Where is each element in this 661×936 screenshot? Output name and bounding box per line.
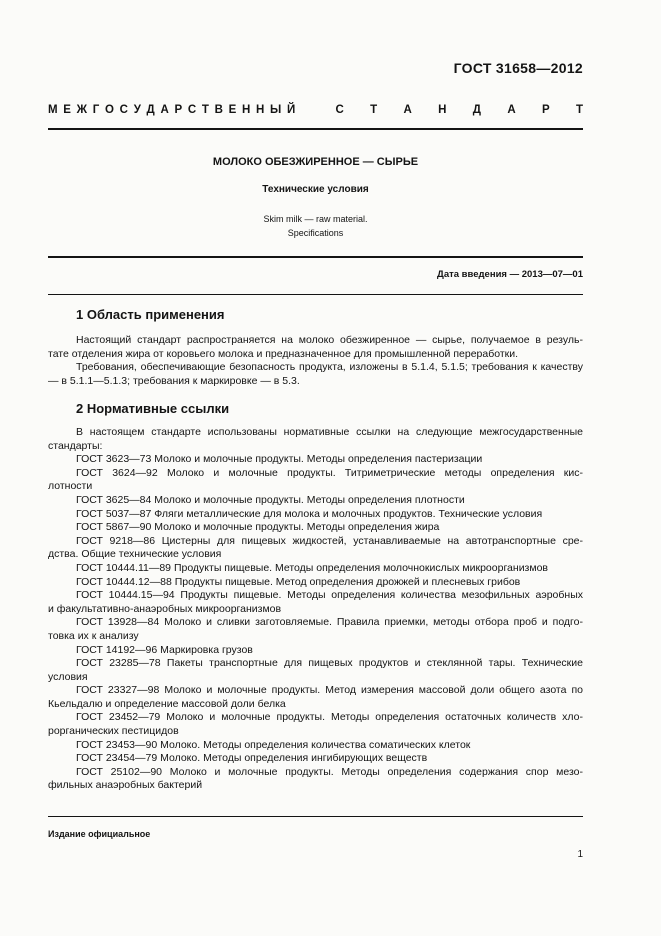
- text-line: условия: [48, 670, 88, 683]
- standard-type-letter: Е: [63, 104, 71, 116]
- text-line: Настоящий стандарт распространяется на молоко обезжиренное — сырье, получаемое в резуль-: [76, 334, 583, 346]
- date-divider: [48, 294, 583, 295]
- text-line: ГОСТ 25102—90 Молоко и молочные продукты. Методы определения содержания спор мезо-: [76, 765, 583, 778]
- section-body-references: [48, 426, 583, 793]
- standard-type-letter: Д: [472, 104, 481, 116]
- text-line: ГОСТ 3623—73 Молоко и молочные продукты. Методы определения пастеризации: [76, 453, 483, 466]
- text-line: ГОСТ 23327—98 Молоко и молочные продукты. Метод измерения массовой доли общего азота по: [76, 684, 583, 697]
- standard-type-letter: С: [119, 104, 128, 116]
- standard-type-letter: Н: [438, 104, 447, 116]
- standard-type-letter: Т: [575, 104, 583, 116]
- section-heading-scope: 1 Область применения: [76, 307, 225, 322]
- text-line: ГОСТ 3625—84 Молоко и молочные продукты. Методы определения плотности: [76, 493, 465, 506]
- section-body-scope: [48, 334, 583, 388]
- document-title: МОЛОКО ОБЕЗЖИРЕННОЕ — СЫРЬЕ: [212, 156, 419, 168]
- effective-date: Дата введения — 2013—07—01: [437, 269, 583, 280]
- document-subtitle: Технические условия: [262, 184, 369, 195]
- standard-type-letter: Т: [201, 104, 209, 116]
- standard-type-letter: А: [160, 104, 169, 116]
- text-line: ГОСТ 23452—79 Молоко и молочные продукты. Методы определения остаточных количеств хло-: [76, 711, 583, 724]
- text-line: лотности: [48, 480, 93, 493]
- text-line: ГОСТ 5037—87 Фляги металлические для молока и молочных продуктов. Технические условия: [76, 507, 543, 520]
- standard-type-letter: А: [507, 104, 516, 116]
- text-line: товка их к анализу: [48, 629, 139, 642]
- standard-type-word: [48, 104, 296, 116]
- standard-type-letter: В: [214, 104, 223, 116]
- standard-type-letter: С: [335, 104, 344, 116]
- text-line: Кьельдалю и определение массовой доли белка: [48, 697, 286, 710]
- text-line: ГОСТ 3624—92 Молоко и молочные продукты. Титриметрические методы определения кис-: [76, 466, 583, 479]
- text-line: — в 5.1.1—5.1.3; требования к маркировке — в 5.3.: [48, 374, 300, 387]
- standard-type-letter: Г: [92, 104, 100, 116]
- english-title-line: Skim milk — raw material.: [263, 214, 368, 224]
- page-number: 1: [577, 849, 583, 860]
- text-line: ГОСТ 23454—79 Молоко. Методы определения ингибирующих веществ: [76, 752, 428, 765]
- standard-type-letter: А: [403, 104, 412, 116]
- text-line: ГОСТ 10444.15—94 Продукты пищевые. Методы определения количества мезофильных аэробных: [76, 589, 583, 602]
- section-heading-references: 2 Нормативные ссылки: [76, 401, 230, 416]
- standard-type-heading: [48, 104, 583, 116]
- standard-type-letter: Р: [174, 104, 183, 116]
- text-line: дства. Общие технические условия: [48, 548, 222, 561]
- text-line: стандарты:: [48, 439, 103, 452]
- english-title: [48, 212, 583, 240]
- text-line: ГОСТ 5867—90 Молоко и молочные продукты. Методы определения жира: [76, 521, 440, 534]
- standard-type-letter: Д: [146, 104, 155, 116]
- standard-type-letter: М: [48, 104, 58, 116]
- top-divider: [48, 128, 583, 130]
- text-line: ГОСТ 14192—96 Маркировка грузов: [76, 643, 253, 656]
- text-line: ГОСТ 23453—90 Молоко. Методы определения количества соматических клеток: [76, 738, 471, 751]
- standard-type-letter: Н: [256, 104, 265, 116]
- official-edition-note: Издание официальное: [48, 829, 151, 839]
- standard-type-letter: Ж: [76, 104, 88, 116]
- text-line: ГОСТ 10444.12—88 Продукты пищевые. Метод определения дрожжей и плесневых грибов: [76, 575, 521, 588]
- text-line: рорганических пестицидов: [48, 725, 179, 738]
- text-line: В настоящем стандарте использованы нормативные ссылки на следующие межгосударственные: [76, 426, 583, 438]
- text-line: тате отделения жира от коровьего молока и предназначенное для промышленной переработки.: [48, 347, 519, 360]
- footer-divider: [48, 816, 583, 817]
- standard-type-letter: Р: [541, 104, 550, 116]
- english-title-line: Specifications: [287, 228, 344, 238]
- text-line: фильных анаэробных бактерий: [48, 779, 203, 792]
- text-line: Требования, обеспечивающие безопасность продукта, изложены в 5.1.4, 5.1.5; требования к качеству: [76, 361, 583, 374]
- title-divider: [48, 256, 583, 258]
- standard-type-letter: С: [187, 104, 197, 116]
- document-number: ГОСТ 31658—2012: [453, 60, 583, 76]
- text-line: ГОСТ 23285—78 Пакеты транспортные для пищевых продуктов и стеклянной тары. Технические: [76, 657, 583, 670]
- standard-type-letter: О: [105, 104, 114, 116]
- standard-type-letter: Н: [241, 104, 251, 116]
- standard-type-letter: У: [133, 104, 141, 116]
- standard-type-letter: Й: [286, 104, 296, 116]
- standard-type-letter: Т: [370, 104, 378, 116]
- text-line: ГОСТ 13928—84 Молоко и сливки заготовляемые. Правила приемки, методы отбора проб и подго-: [76, 616, 583, 629]
- standard-type-word: [336, 104, 584, 116]
- text-line: ГОСТ 10444.11—89 Продукты пищевые. Методы определения молочнокислых микроорганизмов: [76, 561, 549, 574]
- standard-type-letter: Е: [228, 104, 237, 116]
- standard-type-letter: Ы: [270, 104, 282, 116]
- text-line: и факультативно-анаэробных микроорганизмов: [48, 602, 282, 615]
- text-line: ГОСТ 9218—86 Цистерны для пищевых жидкостей, устанавливаемые на автотранспортные сре-: [76, 534, 583, 547]
